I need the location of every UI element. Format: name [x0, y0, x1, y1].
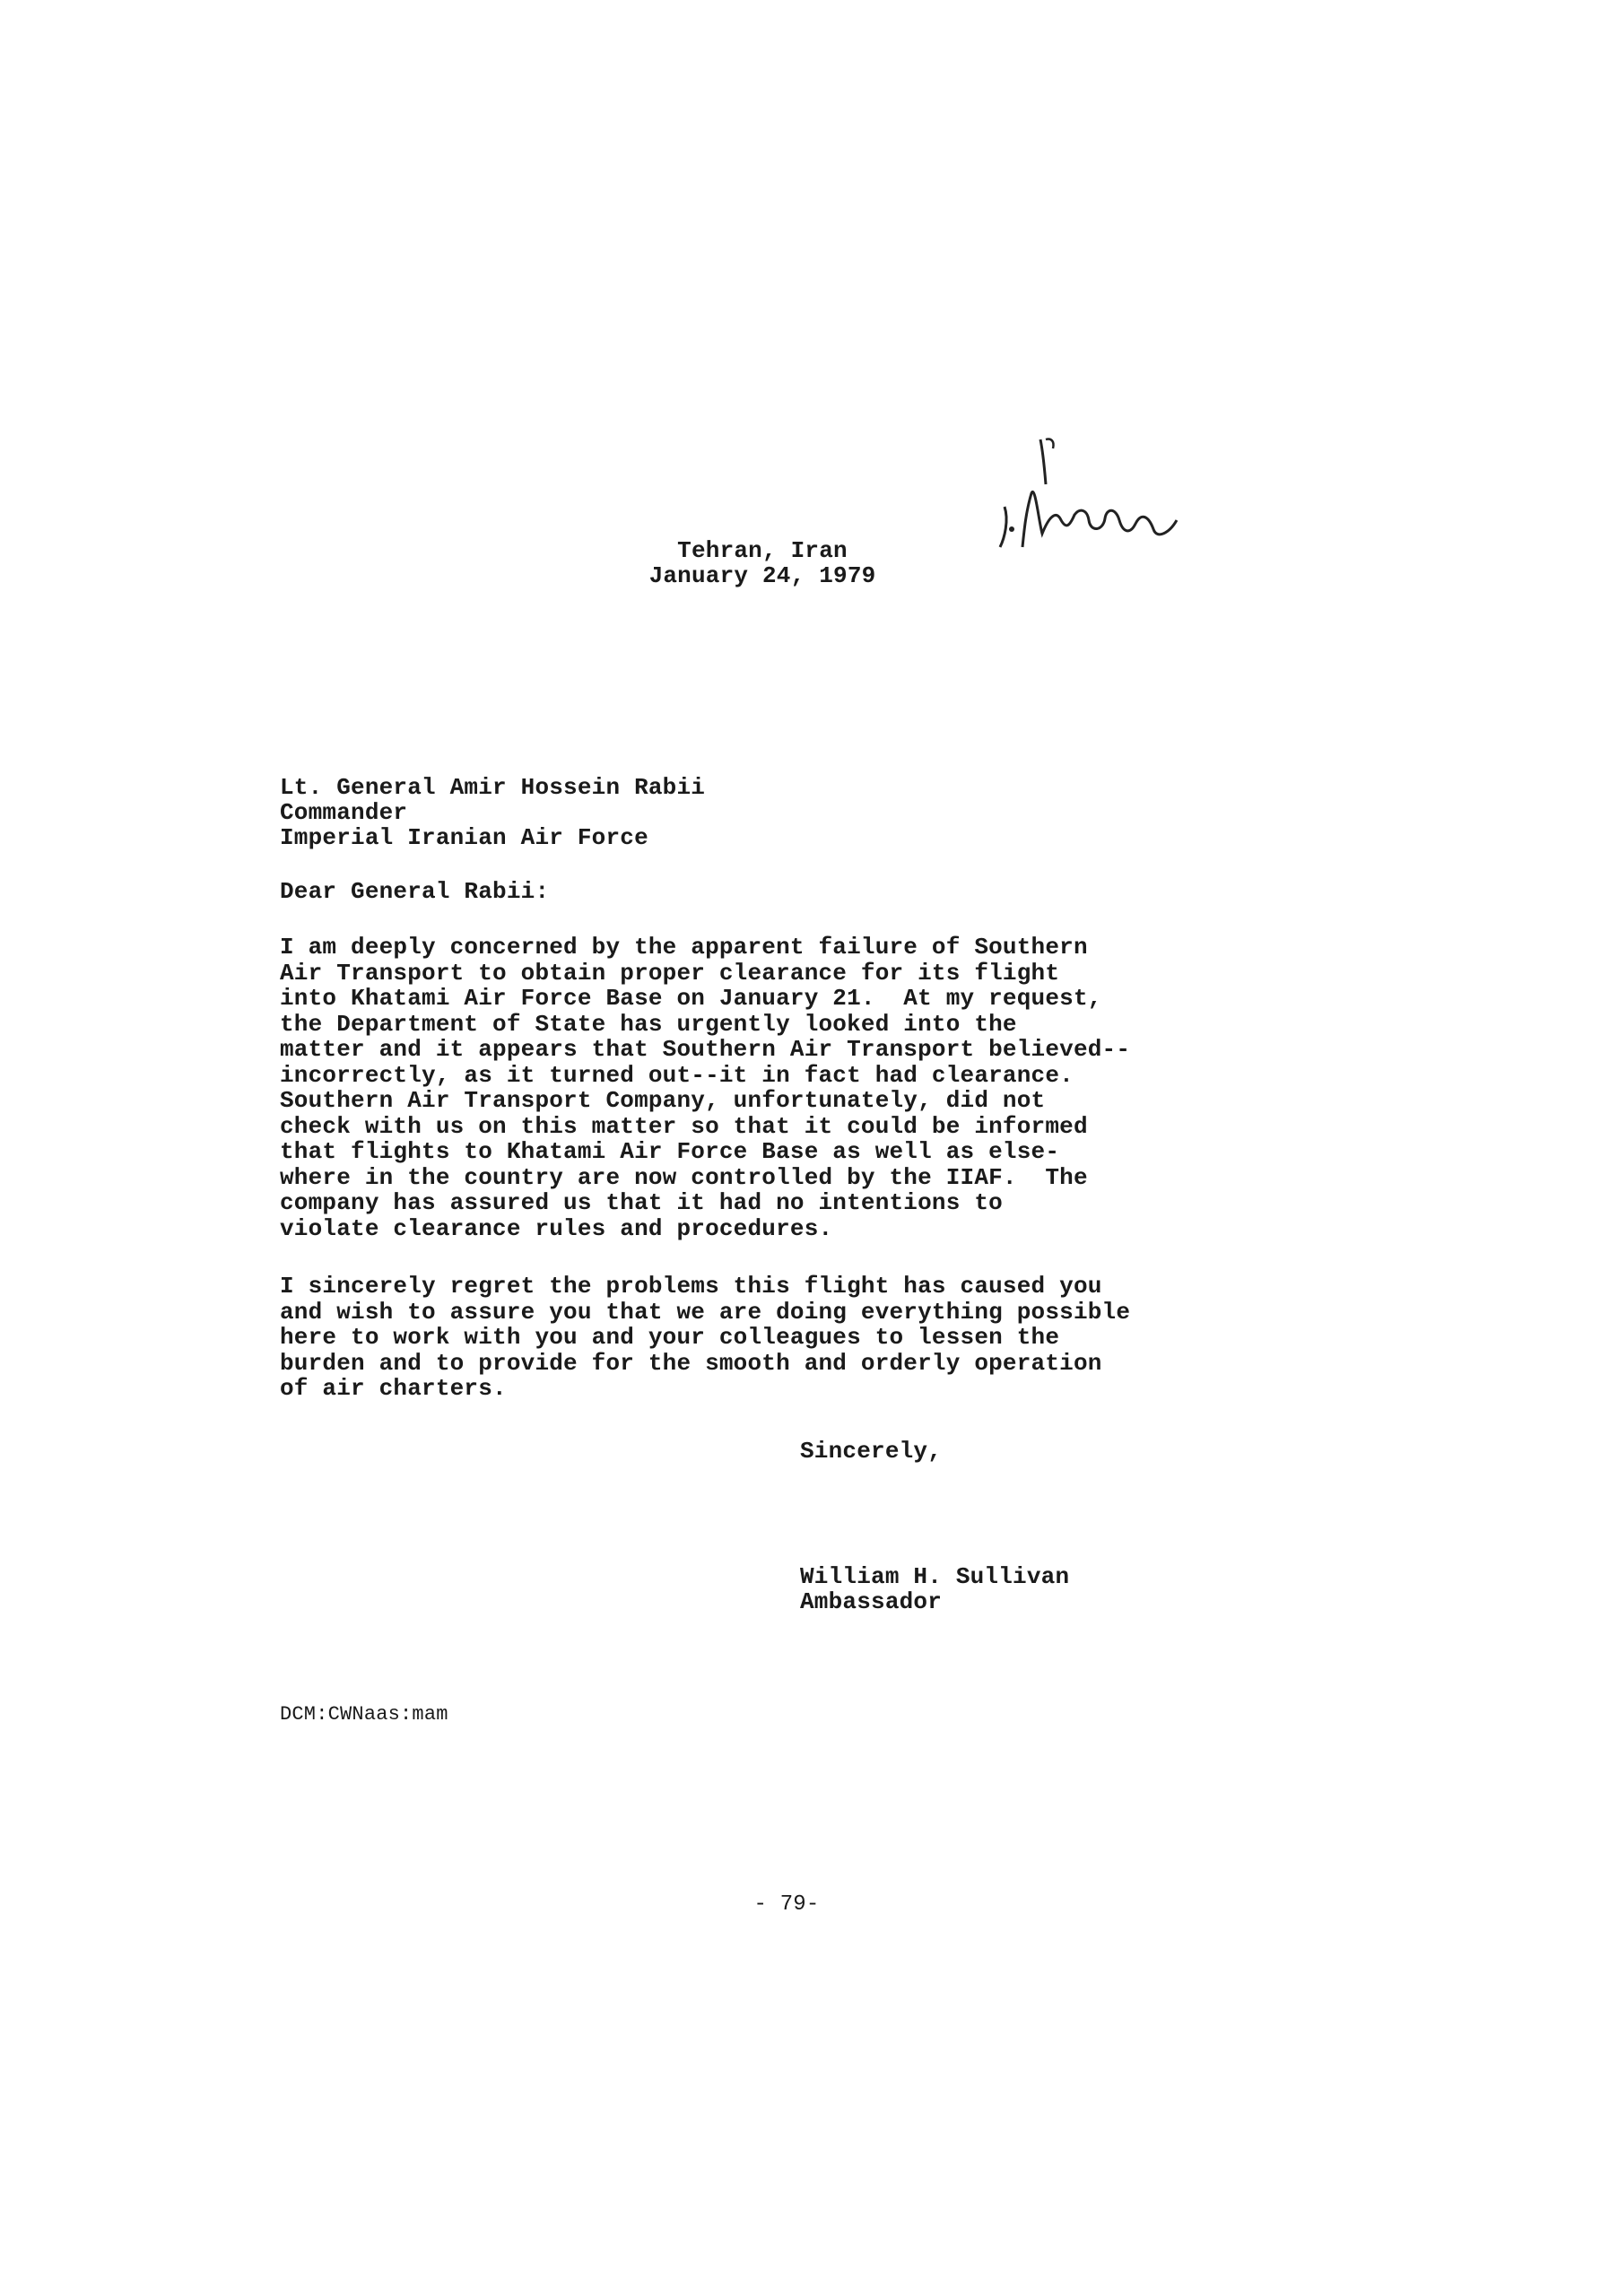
paragraph-line: the Department of State has urgently looked into the	[280, 1010, 1017, 1038]
paragraph-line: burden and to provide for the smooth and orderly operation	[280, 1349, 1102, 1377]
paragraph-line: of air charters.	[280, 1375, 507, 1402]
signature-block	[800, 1564, 1069, 1614]
closing-text: Sincerely,	[800, 1438, 943, 1465]
reference-initials: DCM:CWNaas:mam	[280, 1703, 448, 1726]
paragraph-line: that flights to Khatami Air Force Base as well as else-	[280, 1138, 1060, 1165]
recipient-address	[280, 775, 705, 850]
body-paragraph-2	[280, 1274, 1130, 1402]
page-number: - 79-	[753, 1892, 820, 1917]
address-line: Commander	[280, 799, 408, 826]
dateline	[628, 538, 897, 588]
paragraph-line: I am deeply concerned by the apparent failure of Southern	[280, 934, 1088, 961]
paragraph-line: Air Transport to obtain proper clearance for its flight	[280, 959, 1060, 987]
dateline-date: January 24, 1979	[648, 562, 876, 589]
paragraph-line: I sincerely regret the problems this flight has caused you	[280, 1273, 1102, 1300]
signer-title: Ambassador	[800, 1588, 943, 1615]
handwritten-annotation	[969, 422, 1202, 574]
paragraph-line: here to work with you and your colleagues to lessen the	[280, 1324, 1060, 1351]
closing	[800, 1439, 942, 1464]
paragraph-line: check with us on this matter so that it could be informed	[280, 1112, 1088, 1140]
paragraph-line: company has assured us that it had no intentions to	[280, 1189, 1003, 1216]
paragraph-line: incorrectly, as it turned out--it in fact had clearance.	[280, 1061, 1074, 1089]
paragraph-line: into Khatami Air Force Base on January 21. At my request,	[280, 985, 1102, 1012]
salutation	[280, 879, 549, 904]
body-paragraph-1	[280, 935, 1130, 1241]
address-line: Lt. General Amir Hossein Rabii	[280, 774, 706, 801]
address-line: Imperial Iranian Air Force	[280, 824, 648, 851]
salutation-text: Dear General Rabii:	[280, 878, 550, 905]
signer-name: William H. Sullivan	[800, 1563, 1070, 1590]
dateline-place: Tehran, Iran	[677, 537, 848, 564]
paragraph-line: and wish to assure you that we are doing everything possible	[280, 1298, 1131, 1326]
paragraph-line: Southern Air Transport Company, unfortunately, did not	[280, 1087, 1046, 1114]
paragraph-line: where in the country are now controlled by the IIAF. The	[280, 1163, 1088, 1191]
paragraph-line: violate clearance rules and procedures.	[280, 1214, 833, 1242]
paragraph-line: matter and it appears that Southern Air Transport believed--	[280, 1036, 1131, 1063]
